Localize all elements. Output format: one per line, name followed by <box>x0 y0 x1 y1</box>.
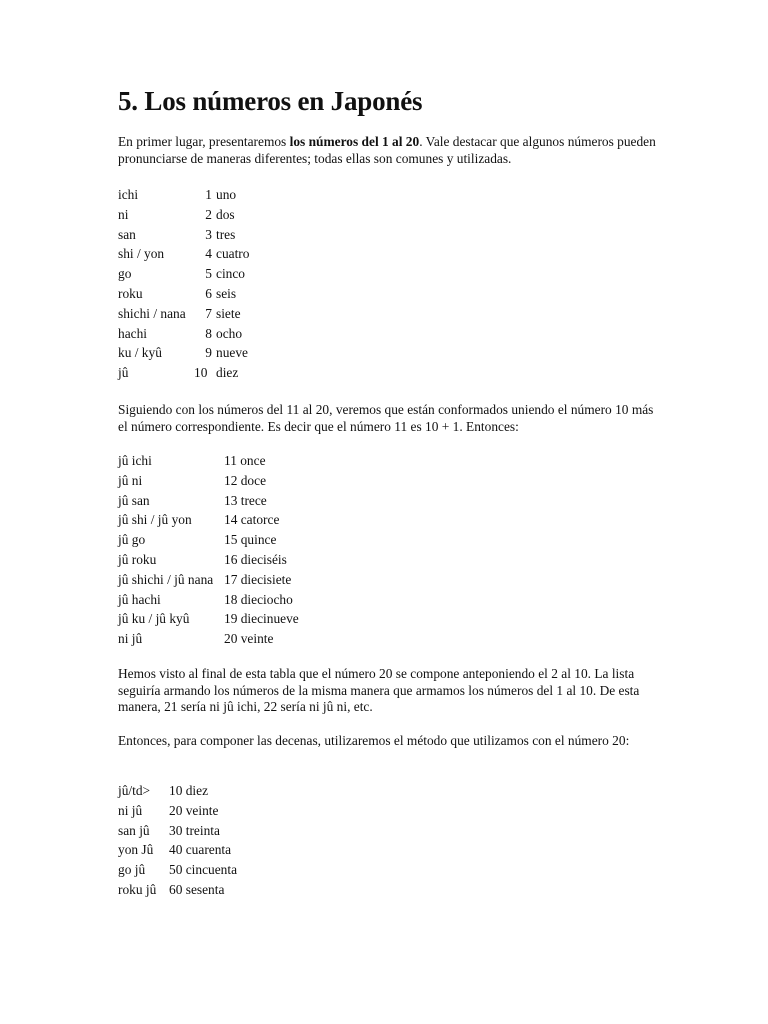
japanese-cell: shichi / nana <box>118 305 186 321</box>
numbers-1-10-table <box>118 185 249 383</box>
japanese-cell: go jû <box>118 862 146 878</box>
table-row <box>118 570 299 590</box>
japanese-cell: jû/td> <box>118 783 151 798</box>
table-row <box>118 840 237 860</box>
number-cell: 6 <box>205 285 212 301</box>
intro-text-start: En primer lugar, presentaremos <box>118 134 290 149</box>
value-cell: 50 cincuenta <box>169 862 238 878</box>
value-cell: 12 doce <box>224 472 267 488</box>
japanese-cell: jû roku <box>118 551 157 567</box>
value-cell: 16 dieciséis <box>224 551 287 567</box>
japanese-cell: hachi <box>118 325 147 341</box>
table-row <box>118 304 249 324</box>
japanese-cell: ku / kyû <box>118 345 162 361</box>
numbers-11-20-table <box>118 451 299 649</box>
number-cell: 3 <box>205 226 212 242</box>
japanese-cell: yon Jû <box>118 842 154 858</box>
spanish-cell: ocho <box>216 325 243 341</box>
japanese-cell: jû ni <box>118 472 143 488</box>
table-row <box>118 343 249 363</box>
value-cell: 20 veinte <box>224 631 274 647</box>
japanese-cell: shi / yon <box>118 246 165 262</box>
spanish-cell: cinco <box>216 266 245 282</box>
intro-paragraph <box>118 134 658 167</box>
table-row <box>118 363 249 383</box>
table-row <box>118 880 237 900</box>
intro-text-end: . Vale destacar que algunos números pueden pronunciarse de maneras diferentes; todas ellas son comunes y utilizadas. <box>118 134 656 166</box>
japanese-cell: roku <box>118 285 143 301</box>
japanese-cell: jû ichi <box>118 453 152 468</box>
table-row <box>118 244 249 264</box>
japanese-cell: go <box>118 266 132 282</box>
table-row <box>118 491 299 511</box>
paragraph-table-note: Hemos visto al final de esta tabla que el número 20 se compone anteponiendo el 2 al 10. La lista seguiría armando los números de la misma manera que armamos los números del 1 al 10. De esta manera, 21 sería ni jû ichi, 22 sería ni jû ni, etc. <box>118 666 640 714</box>
spanish-cell: uno <box>216 187 237 202</box>
table-row <box>118 550 299 570</box>
japanese-cell: ichi <box>118 187 139 202</box>
number-cell: 9 <box>205 345 212 361</box>
number-cell: 7 <box>205 305 212 321</box>
number-cell: 4 <box>205 246 212 262</box>
spanish-cell: tres <box>216 226 236 242</box>
spanish-cell: dos <box>216 206 235 222</box>
japanese-cell: jû hachi <box>118 591 161 607</box>
value-cell: 10 diez <box>169 783 209 798</box>
japanese-cell: jû ku / jû kyû <box>118 611 190 627</box>
number-cell: 1 <box>205 187 212 202</box>
table-row <box>118 205 249 225</box>
table-row <box>118 629 299 649</box>
number-cell: 5 <box>205 266 212 282</box>
value-cell: 13 trece <box>224 492 267 508</box>
table-row <box>118 471 299 491</box>
table-row <box>118 185 249 205</box>
japanese-cell: ni jû <box>118 631 143 647</box>
table-row <box>118 590 299 610</box>
value-cell: 60 sesenta <box>169 881 225 897</box>
value-cell: 19 diecinueve <box>224 611 299 627</box>
value-cell: 14 catorce <box>224 512 280 528</box>
value-cell: 17 diecisiete <box>224 571 292 587</box>
value-cell: 15 quince <box>224 532 277 548</box>
spanish-cell: seis <box>216 285 237 301</box>
japanese-cell: ni <box>118 206 129 222</box>
table-row <box>118 821 237 841</box>
japanese-cell: san jû <box>118 822 150 838</box>
decenas-table <box>118 781 237 900</box>
paragraph-decenas: Entonces, para componer las decenas, utilizaremos el método que utilizamos con el número 20: <box>118 733 630 748</box>
table-row <box>118 451 299 471</box>
table-row <box>118 860 237 880</box>
table-row <box>118 510 299 530</box>
number-cell: 8 <box>205 325 212 341</box>
table-row <box>118 225 249 245</box>
japanese-cell: jû shichi / jû nana <box>118 571 214 587</box>
spanish-cell: diez <box>216 365 239 381</box>
value-cell: 20 veinte <box>169 802 219 818</box>
table-row <box>118 609 299 629</box>
spanish-cell: nueve <box>216 345 248 361</box>
spanish-cell: cuatro <box>216 246 250 262</box>
number-cell: 2 <box>205 206 212 222</box>
japanese-cell: jû go <box>118 532 146 548</box>
value-cell: 18 dieciocho <box>224 591 293 607</box>
table-row <box>118 284 249 304</box>
table-row <box>118 781 237 801</box>
table-row <box>118 324 249 344</box>
japanese-cell: ni jû <box>118 802 143 818</box>
value-cell: 30 treinta <box>169 822 220 838</box>
japanese-cell: san <box>118 226 136 242</box>
table-row <box>118 264 249 284</box>
number-cell: 10 <box>194 365 208 381</box>
table-row <box>118 530 299 550</box>
japanese-cell: roku jû <box>118 881 157 897</box>
japanese-cell: jû san <box>118 492 150 508</box>
value-cell: 40 cuarenta <box>169 842 232 858</box>
page-title: 5. Los números en Japonés <box>118 86 423 116</box>
table-row <box>118 801 237 821</box>
japanese-cell: jû <box>118 365 129 381</box>
value-cell: 11 once <box>224 453 266 468</box>
spanish-cell: siete <box>216 305 241 321</box>
intro-bold-text: los números del 1 al 20 <box>289 134 420 149</box>
paragraph-11-to-20: Siguiendo con los números del 11 al 20, veremos que están conformados uniendo el número 10 más el número correspondiente. Es decir que el número 11 es 10 + 1. Entonces: <box>118 402 654 434</box>
japanese-cell: jû shi / jû yon <box>118 512 192 528</box>
